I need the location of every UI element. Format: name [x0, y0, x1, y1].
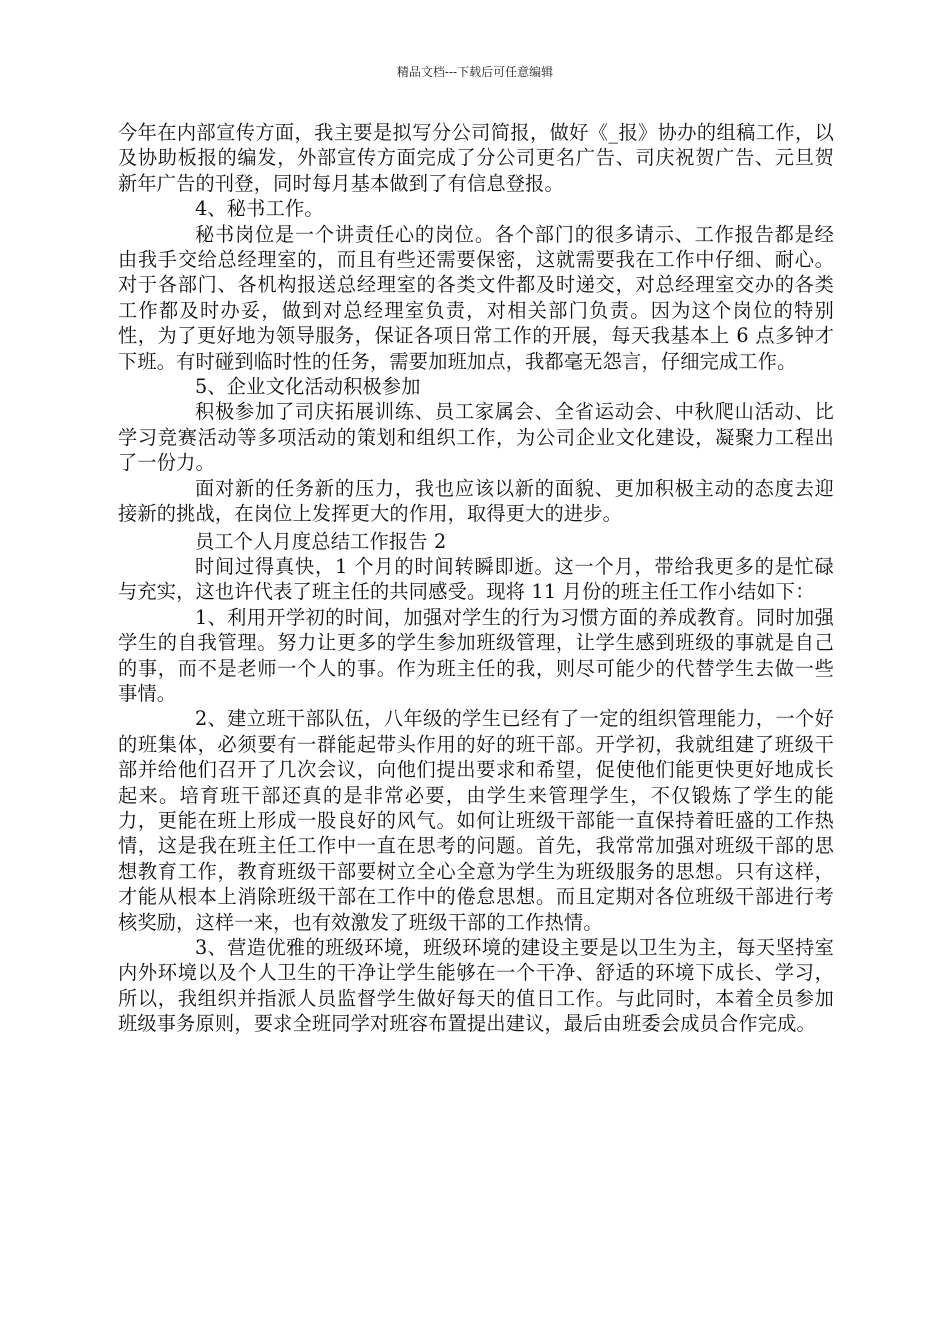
report-title-2: 员工个人月度总结工作报告 2: [195, 529, 447, 553]
paragraph-item-2: 2、建立班干部队伍，八年级的学生已经有了一定的组织管理能力，一个好的班集体，必须要有一群能起带头作用的好的班干部。开学初，我就组建了班级干部并给他们召开了几次会议，向他们提出要求和希望，促使他们能更快更好地成长起来。培育班干部还真的是非常必要，由学生来管理学生，不仅锻炼了学生的能力，更能在班上形成一股良好的风气。如何让班级干部能一直保持着旺盛的工作热情，这是我在班主任工作中一直在思考的问题。首先，我常常加强对班级干部的思想教育工作，教育班级干部要树立全心全意为学生为班级服务的思想。只有这样，才能从根本上消除班级干部在工作中的倦怠思想。而且定期对各位班级干部进行考核奖励，这样一来，也有效激发了班级干部的工作热情。: [118, 707, 834, 934]
page-header: 精品文档---下载后可任意编辑: [396, 65, 554, 79]
paragraph-month-intro: 时间过得真快，1 个月的时间转瞬即逝。这一个月，带给我更多的是忙碌与充实，这也许代表了班主任的共同感受。现将 11 月份的班主任工作小结如下：: [118, 554, 834, 604]
section-heading-corporate-culture: 5、企业文化活动积极参加: [195, 375, 421, 399]
paragraph-internal-publicity: 今年在内部宣传方面，我主要是拟写分公司简报，做好《_报》协办的组稿工作，以及协助板报的编发，外部宣传方面完成了分公司更名广告、司庆祝贺广告、元旦贺新年广告的刊登，同时每月基本做到了有信息登报。: [118, 121, 834, 195]
section-heading-secretary-work: 4、秘书工作。: [195, 197, 324, 221]
paragraph-new-challenges: 面对新的任务新的压力，我也应该以新的面貌、更加积极主动的态度去迎接新的挑战，在岗位上发挥更大的作用，取得更大的进步。: [118, 476, 834, 526]
paragraph-item-1: 1、利用开学初的时间，加强对学生的行为习惯方面的养成教育。同时加强学生的自我管理。努力让更多的学生参加班级管理，让学生感到班级的事就是自己的事，而不是老师一个人的事。作为班主任的我，则尽可能少的代替学生去做一些事情。: [118, 605, 834, 705]
paragraph-item-3: 3、营造优雅的班级环境，班级环境的建设主要是以卫生为主，每天坚持室内外环境以及个人卫生的干净让学生能够在一个干净、舒适的环境下成长、学习，所以，我组织并指派人员监督学生做好每天的值日工作。与此同时，本着全员参加班级事务原则，要求全班同学对班容布置提出建议，最后由班委会成员合作完成。: [118, 936, 834, 1036]
paragraph-secretary-work: 秘书岗位是一个讲责任心的岗位。各个部门的很多请示、工作报告都是经由我手交给总经理室的，而且有些还需要保密，这就需要我在工作中仔细、耐心。对于各部门、各机构报送总经理室的各类文件都及时递交，对总经理室交办的各类工作都及时办妥，做到对总经理室负责，对相关部门负责。因为这个岗位的特别性，为了更好地为领导服务，保证各项日常工作的开展，每天我基本上 6 点多钟才下班。有时碰到临时性的任务，需要加班加点，我都毫无怨言，仔细完成工作。: [118, 222, 834, 373]
paragraph-corporate-culture: 积极参加了司庆拓展训练、员工家属会、全省运动会、中秋爬山活动、比学习竞赛活动等多项活动的策划和组织工作，为公司企业文化建设，凝聚力工程出了一份力。: [118, 400, 834, 475]
document-body: [118, 120, 834, 1037]
